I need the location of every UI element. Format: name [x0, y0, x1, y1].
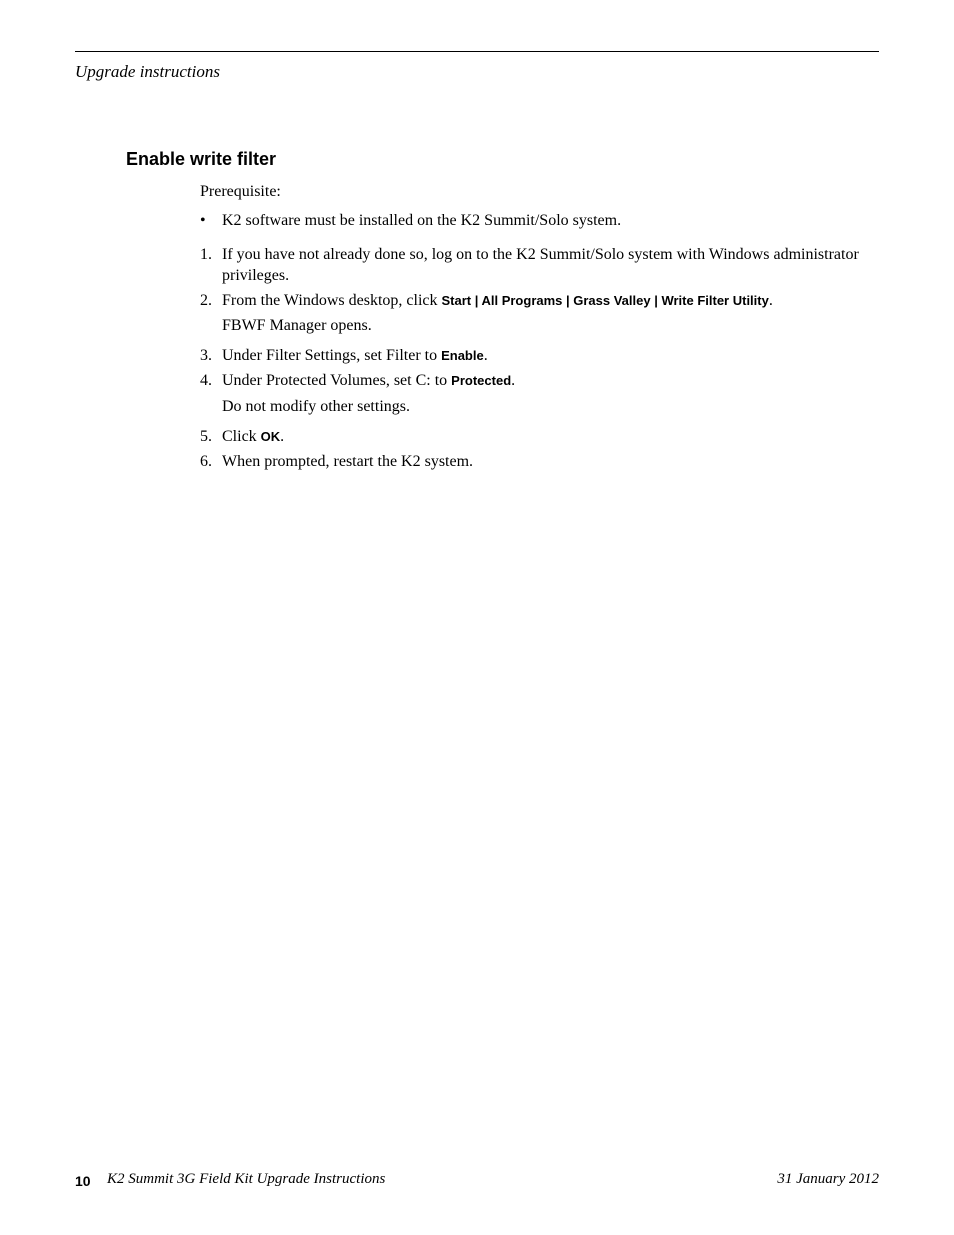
step-number: 4.	[200, 372, 212, 389]
page-number: 10	[75, 1173, 91, 1189]
step-note: Do not modify other settings.	[222, 398, 410, 415]
step-text	[222, 426, 882, 447]
step-number: 6.	[200, 453, 212, 470]
step-text-pre: From the Windows desktop, click	[222, 292, 442, 309]
option-value: Protected	[451, 373, 512, 388]
step-note: FBWF Manager opens.	[222, 317, 372, 334]
step-text	[222, 345, 882, 366]
step-number: 3.	[200, 347, 212, 364]
step-text-pre: Click	[222, 428, 261, 445]
step-text	[222, 290, 882, 311]
step-text-pre: Under Protected Volumes, set C: to	[222, 372, 452, 389]
option-value: Enable	[441, 348, 484, 363]
step-text: If you have not already done so, log on to the K2 Summit/Solo system with Windows administrator privileges.	[222, 246, 859, 284]
footer-doc-title: K2 Summit 3G Field Kit Upgrade Instructions	[107, 1171, 386, 1187]
step-number: 2.	[200, 292, 212, 309]
step-text-post: .	[768, 292, 773, 309]
running-head: Upgrade instructions	[75, 62, 220, 81]
prerequisite-label: Prerequisite:	[200, 183, 281, 200]
step-text-pre: Under Filter Settings, set Filter to	[222, 347, 442, 364]
step-number: 1.	[200, 246, 212, 263]
step-text-post: .	[280, 428, 285, 445]
step-number: 5.	[200, 428, 212, 445]
footer-date: 31 January 2012	[777, 1171, 879, 1187]
step-text-post: .	[483, 347, 488, 364]
section-title: Enable write filter	[126, 149, 277, 169]
step-text: When prompted, restart the K2 system.	[222, 453, 474, 470]
bullet-marker: •	[200, 212, 206, 229]
header-rule	[75, 51, 879, 52]
step-text-post: .	[511, 372, 516, 389]
menu-path: Start | All Programs | Grass Valley | Write Filter Utility	[441, 293, 769, 308]
bullet-text: K2 software must be installed on the K2 Summit/Solo system.	[222, 212, 622, 229]
step-text	[222, 370, 882, 391]
button-name: OK	[260, 429, 281, 444]
